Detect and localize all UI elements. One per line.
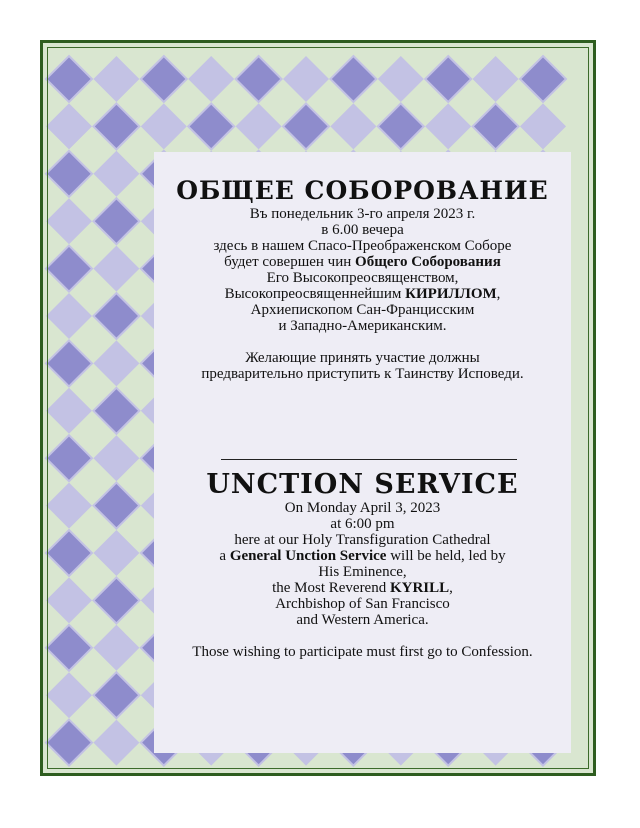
border-diamond bbox=[46, 246, 92, 292]
en-eminence-line: His Eminence, bbox=[318, 564, 407, 580]
border-diamond bbox=[93, 246, 139, 292]
border-diamond bbox=[46, 151, 92, 197]
section-divider bbox=[221, 459, 517, 460]
border-diamond bbox=[46, 625, 92, 671]
ru-note-line-2: предварительно приступить к Таинству Исповеди. bbox=[201, 366, 524, 382]
announcement-panel bbox=[154, 152, 571, 753]
russian-section bbox=[154, 176, 571, 382]
ru-service-line bbox=[154, 254, 571, 270]
en-service-name: General Unction Service bbox=[229, 548, 387, 564]
border-diamond bbox=[46, 340, 92, 386]
border-diamond bbox=[93, 625, 139, 671]
border-diamond bbox=[93, 56, 139, 102]
border-diamond bbox=[236, 56, 282, 102]
ru-time-line: в 6.00 вечера bbox=[321, 222, 404, 238]
border-diamond bbox=[93, 483, 139, 529]
border-diamond bbox=[46, 530, 92, 576]
ru-service-pre: будет совершен чин bbox=[224, 254, 356, 270]
border-diamond bbox=[236, 103, 282, 149]
border-diamond bbox=[188, 56, 234, 102]
en-service-post: will be held, led by bbox=[386, 548, 506, 564]
border-diamond bbox=[93, 151, 139, 197]
border-diamond bbox=[46, 388, 92, 434]
en-service-pre: a bbox=[219, 548, 230, 564]
ru-reverend-pre: Высокопреосвященнейшим bbox=[224, 286, 406, 302]
en-reverend-post: , bbox=[449, 580, 453, 596]
en-reverend-line bbox=[154, 580, 571, 596]
border-diamond bbox=[46, 720, 92, 766]
border-diamond bbox=[93, 103, 139, 149]
english-title: UNCTION SERVICE bbox=[206, 469, 519, 500]
border-diamond bbox=[520, 56, 566, 102]
en-reverend-pre: the Most Reverend bbox=[272, 580, 390, 596]
en-note-line: Those wishing to participate must first go to Confession. bbox=[192, 644, 533, 660]
ru-service-name: Общего Соборования bbox=[355, 254, 501, 270]
border-diamond bbox=[46, 483, 92, 529]
en-service-line bbox=[154, 548, 571, 564]
border-diamond bbox=[46, 198, 92, 244]
en-date-line: On Monday April 3, 2023 bbox=[284, 500, 441, 516]
ru-date-line: Въ понедельник 3-го апреля 2023 г. bbox=[249, 206, 476, 222]
border-diamond bbox=[141, 103, 187, 149]
border-diamond bbox=[93, 340, 139, 386]
border-diamond bbox=[46, 293, 92, 339]
border-diamond bbox=[93, 388, 139, 434]
border-diamond bbox=[330, 56, 376, 102]
ru-note-line-1: Желающие принять участие должны bbox=[245, 350, 480, 366]
border-diamond bbox=[188, 103, 234, 149]
en-place-line: here at our Holy Transfiguration Cathedral bbox=[234, 532, 491, 548]
border-diamond bbox=[378, 56, 424, 102]
border-diamond bbox=[93, 293, 139, 339]
border-diamond bbox=[283, 56, 329, 102]
border-diamond bbox=[93, 577, 139, 623]
border-diamond bbox=[93, 435, 139, 481]
border-diamond bbox=[520, 103, 566, 149]
border-diamond bbox=[378, 103, 424, 149]
border-diamond bbox=[46, 672, 92, 718]
border-diamond bbox=[93, 530, 139, 576]
border-diamond bbox=[425, 103, 471, 149]
ru-archbishop-line: Архиепископом Сан-Францисским bbox=[250, 302, 475, 318]
decorative-frame bbox=[40, 40, 596, 776]
border-diamond bbox=[473, 56, 519, 102]
border-diamond bbox=[93, 720, 139, 766]
border-diamond bbox=[473, 103, 519, 149]
border-diamond bbox=[330, 103, 376, 149]
ru-reverend-post: , bbox=[496, 286, 501, 302]
border-diamond bbox=[283, 103, 329, 149]
border-diamond bbox=[93, 672, 139, 718]
ru-reverend-line bbox=[154, 286, 571, 302]
en-bishop-name: KYRILL bbox=[389, 580, 450, 596]
en-time-line: at 6:00 pm bbox=[330, 516, 395, 532]
ru-bishop-name: КИРИЛЛОМ bbox=[405, 286, 497, 302]
border-diamond bbox=[425, 56, 471, 102]
border-diamond bbox=[46, 56, 92, 102]
en-archbishop-line: Archbishop of San Francisco bbox=[275, 596, 450, 612]
english-section bbox=[154, 470, 571, 660]
border-diamond bbox=[46, 103, 92, 149]
ru-place-line: здесь в нашем Спасо-Преображенском Соборе bbox=[213, 238, 512, 254]
border-diamond bbox=[46, 577, 92, 623]
en-diocese-line: and Western America. bbox=[296, 612, 429, 628]
ru-diocese-line: и Западно-Американским. bbox=[278, 318, 447, 334]
border-diamond bbox=[46, 435, 92, 481]
border-diamond bbox=[93, 198, 139, 244]
russian-title: ОБЩЕЕ СОБОРОВАНИЕ bbox=[176, 176, 549, 205]
border-diamond bbox=[141, 56, 187, 102]
ru-eminence-line: Его Высокопреосвященством, bbox=[266, 270, 459, 286]
